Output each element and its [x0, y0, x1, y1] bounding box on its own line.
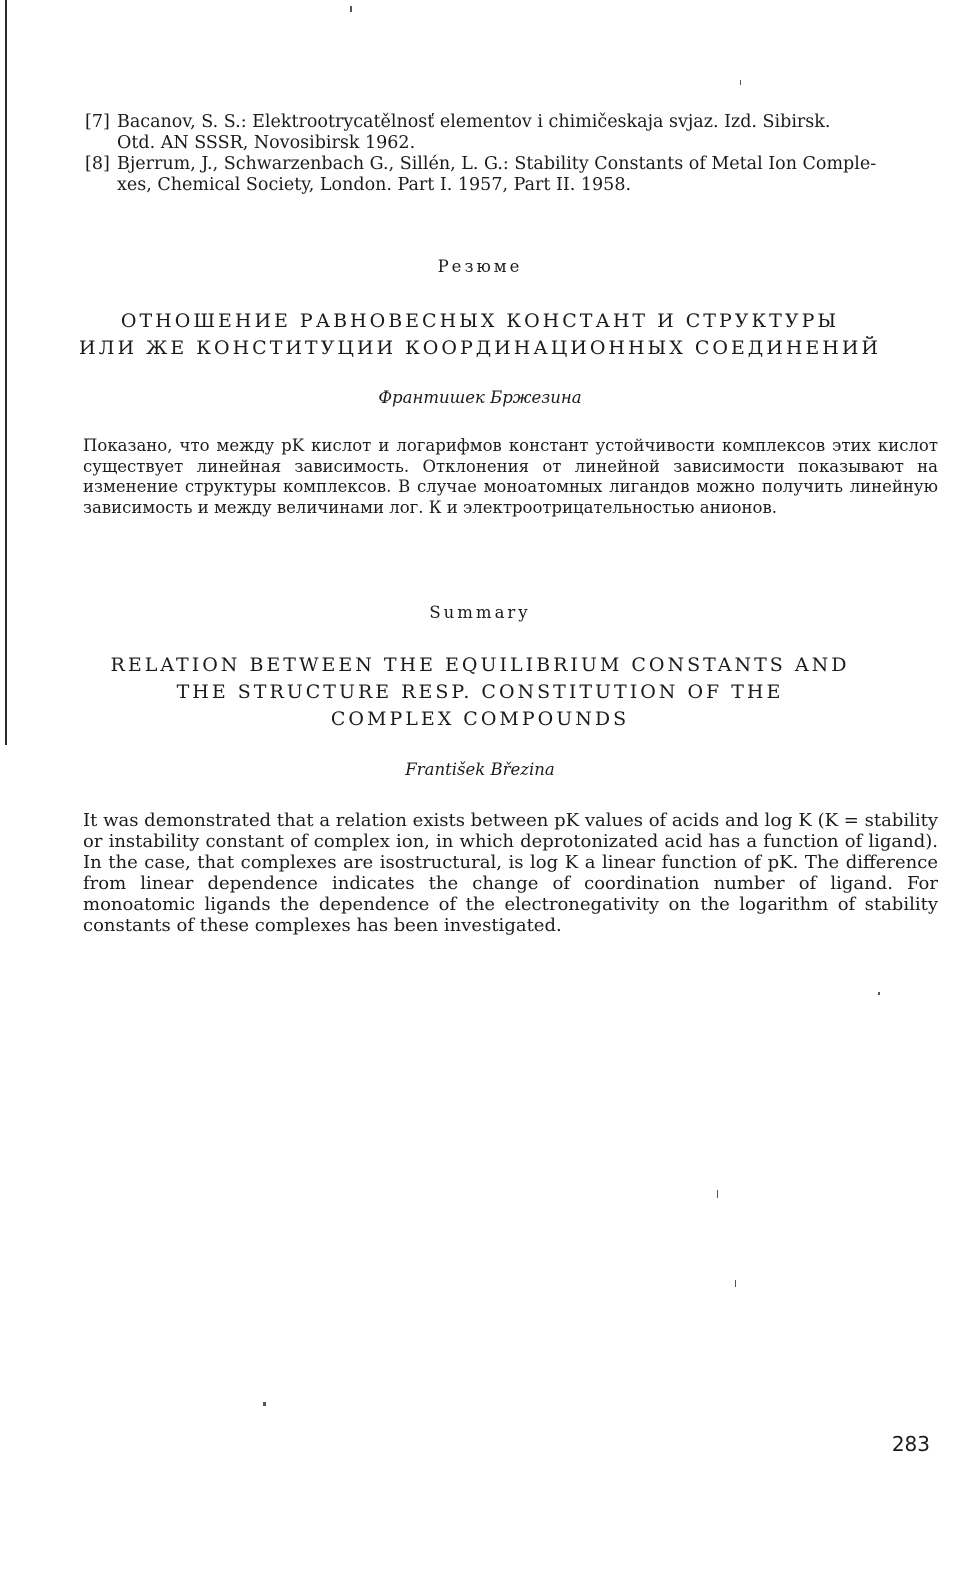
scan-speck: [263, 1402, 266, 1406]
scan-margin-line: [5, 0, 7, 745]
english-section-label: Summary: [429, 603, 531, 622]
reference-text-continued: Otd. AN SSSR, Novosibirsk 1962.: [117, 133, 416, 153]
english-author: František Březina: [405, 760, 555, 779]
english-title-line: RELATION BETWEEN THE EQUILIBRIUM CONSTANTS AND: [110, 654, 850, 676]
reference-number: [8]: [85, 154, 110, 174]
reference-text: Bacanov, S. S.: Elektrootrycatělnosť elementov i chimičeskaja svjaz. Izd. Sibirsk.: [117, 112, 831, 132]
scan-speck: [740, 80, 741, 85]
scan-speck: [350, 6, 352, 12]
reference-list: [85, 112, 937, 196]
russian-title-line: ОТНОШЕНИЕ РАВНОВЕСНЫХ КОНСТАНТ И СТРУКТУРЫ: [120, 310, 840, 332]
russian-abstract: Показано, что между pK кислот и логарифмов констант устойчивости комплексов этих кислот существует линейная зависимость. Отклонения от линейной зависимости показывают на изменение структуры комплексов. В случае моноатомных лигандов можно получить линейную зависимость и между величинами лог. К и электроотрицательностью анионов.: [83, 436, 938, 517]
english-abstract: It was demonstrated that a relation exists between pK values of acids and log K (K = stability or instability constant of complex ion, in which deprotonizated acid has a function of ligand). In the case, that complexes are isostructural, is log K a linear function of pK. The difference from linear dependence indicates the change of coordination number of ligand. For monoatomic ligands the dependence of the electronegativity on the logarithm of stability constants of these complexes has been investigated.: [83, 810, 938, 936]
reference-item: [85, 112, 937, 154]
russian-title: [0, 308, 960, 362]
english-title-line: THE STRUCTURE RESP. CONSTITUTION OF THE: [176, 681, 784, 703]
english-title: [0, 652, 960, 733]
reference-number: [7]: [85, 112, 110, 132]
scan-speck: [878, 992, 880, 995]
russian-section-label: Резюме: [437, 257, 523, 276]
english-title-line: COMPLEX COMPOUNDS: [330, 708, 630, 730]
scan-speck: [717, 1190, 718, 1198]
page-number: 283: [891, 1432, 930, 1456]
russian-author: Франтишек Бржезина: [378, 388, 582, 407]
reference-text-continued: xes, Chemical Society, London. Part I. 1957, Part II. 1958.: [117, 175, 632, 195]
reference-text: Bjerrum, J., Schwarzenbach G., Sillén, L. G.: Stability Constants of Metal Ion Comple-: [117, 154, 877, 174]
russian-title-line: ИЛИ ЖЕ КОНСТИТУЦИИ КООРДИНАЦИОННЫХ СОЕДИНЕНИЙ: [79, 337, 881, 359]
scan-speck: [735, 1280, 736, 1287]
reference-item: [85, 154, 937, 196]
